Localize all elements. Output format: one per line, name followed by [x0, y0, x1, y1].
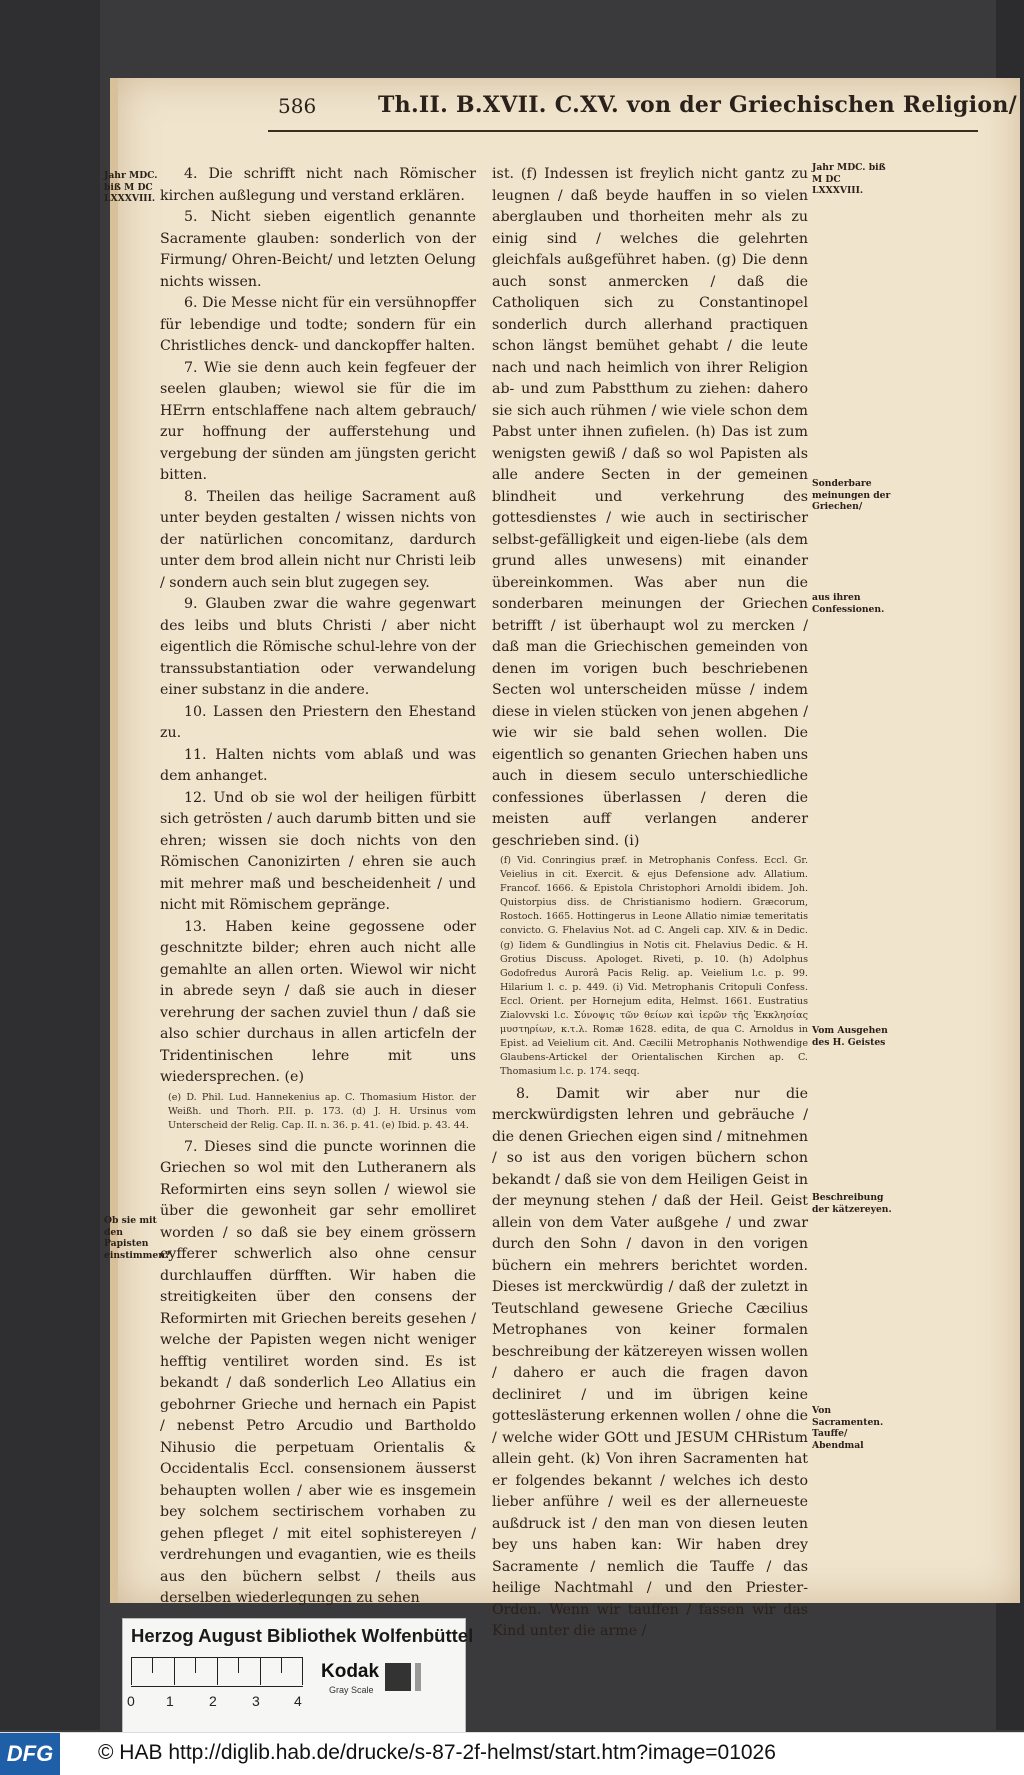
- color-target-card: [122, 1618, 474, 1742]
- paragraph: 8. Damit wir aber nur die merckwürdigsten lehren und gebräuche / die denen Griechen eigen sind / mitnehmen / so ist aus den vorigen büchern schon bekandt / daß sie von dem Heiligen Geist in der meynung stehen / daß der Heil. Geist allein von dem Vater außgehe / und zwar durch den Sohn / davon in den vorigen büchern ein mehrers berichtet worden. Dieses ist merckwürdig / daß der zuletzt in Teutschland gewesene Grieche Cæcilius Metrophanes von keiner formalen beschreibung der kätzereyen wissen wollen / dahero er auch die fragen davon decliniret / und im übrigen keine gotteslästerung erkennen wollen / ohne die / welche wider GOtt und JESUM CHRistum allein geht. (k) Von ihren Sacramenten hat er folgendes bekannt / welches ich desto lieber anführe / weil es der allerneueste außdruck ist / den man von diesen leuten bey uns haben kan: Wir haben drey Sacramente / nemlich die Tauffe / das heilige Nachtmahl / und den Priester-Orden. Wenn wir tauffen / fassen wir das Kind unter die arme /: [492, 1085, 808, 1639]
- page-header: [278, 88, 1018, 128]
- gray-scale-label: Gray Scale: [329, 1685, 374, 1695]
- dfg-logo: DFG: [0, 1733, 60, 1775]
- ruler-number: 2: [209, 1693, 217, 1709]
- paragraph: 8. Theilen das heilige Sacrament auß unter beyden gestalten / wissen nichts von der natürlichen concomitanz, dardurch unter dem brod allein nicht nur Christi leib / sondern auch sein blut zugegen sey.: [160, 488, 476, 591]
- text-column-left: [160, 164, 476, 1610]
- paragraph: 5. Nicht sieben eigentlich genannte Sacramente glauben: sonderlich von der Firmung/ Ohren-Beicht/ und letzten Oelung nichts wissen.: [160, 209, 476, 290]
- paragraph: 4. Die schrifft nicht nach Römischer kirchen außlegung und verstand erklären.: [160, 166, 476, 204]
- paragraph: 6. Die Messe nicht für ein versühnopffer für lebendige und todte; sondern für ein Christliches denck- und danckopffer halten.: [160, 295, 476, 354]
- margin-note-right: Vom Ausgehen des H. Geistes: [812, 1025, 888, 1048]
- margin-note-left: Ob sie mit den Papisten einstimmen?: [104, 1215, 171, 1261]
- ruler-tick: [131, 1657, 132, 1685]
- margin-note-right: aus ihren Confessionen.: [812, 592, 885, 615]
- ruler-tick: [302, 1657, 303, 1685]
- gray-patch: [385, 1663, 411, 1691]
- margin-note-right: Sonderbare meinungen der Griechen/: [812, 478, 891, 512]
- ruler-tick: [217, 1657, 218, 1685]
- header-rule: [268, 130, 978, 132]
- ruler-number: 4: [294, 1693, 302, 1709]
- kodak-logo: Kodak: [321, 1661, 380, 1682]
- margin-note-left: Jahr MDC. biß M DC LXXXVIII.: [104, 170, 158, 204]
- footnotes-right: (f) Vid. Conringius præf. in Metrophanis Confess. Eccl. Gr. Veielius in cit. Exercit. & ejus Defensione adv. Allatium. Francof. 1666. & Epistola Christophori Arnoldi ibidem. Joh. Quistorpius diss. de Christianismo hodiern. Græcorum, Rostoch. 1665. Hottingerus in Leone Allatio nimiæ temeritatis convicto. G. Fhelavius Not. ad C. Angeli cap. XIV. & in Dedic. (g) Iidem & Gundlingius in Notis cit. Fhelavius Dedic. & H. Grotius Discuss. Apologet. Riveti, p. 10. (h) Adolphus Godofredus Aurorâ Pacis Relig. ap. Veielium l.c. p. 99. Hilarium l. c. p. 449. (i) Vid. Metrophanis Critopuli Confess. Eccl. Orient. per Hornejum edita, Helmst. 1661. Eustratius Zialovvski l.c. Σύνοψις τῶν θείων καὶ ἱερῶν τῆς Ἐκκλησίας μυστηρίων, κ.τ.λ. Romæ 1628. edita, de qua C. Arnoldus in Epist. ad Veielium cit. And. Cæcilii Metrophanis Nothwendige Glaubens-Artickel der Orientalischen Kirchen ap. C. Thomasium l.c. p. 174. seqq.: [500, 855, 808, 1078]
- viewer-footer: [0, 1732, 1024, 1775]
- margin-note-right: Von Sacramenten. Tauffe/ Abendmal: [812, 1405, 884, 1451]
- ruler-number: 3: [252, 1693, 260, 1709]
- ruler-tick: [195, 1657, 196, 1673]
- ruler-tick: [281, 1657, 282, 1673]
- copyright-link[interactable]: © HAB http://diglib.hab.de/drucke/s-87-2f-helmst/start.htm?image=01026: [98, 1741, 776, 1764]
- page-number: 586: [278, 94, 317, 118]
- footnotes-left: (e) D. Phil. Lud. Hannekenius ap. C. Thomasium Histor. der Weißh. und Thorh. P.II. p. 173. (d) J. H. Ursinus vom Unterscheid der Relig. Cap. II. n. 36. p. 41. (e) Ibid. p. 43. 44.: [168, 1091, 476, 1131]
- running-title: Th.II. B.XVII. C.XV. von der Griechischen Religion/: [378, 92, 1018, 118]
- paragraph: ist. (f) Indessen ist freylich nicht gantz zu leugnen / daß beyde hauffen in so vielen aberglauben und thorheiten mehr als zu einig sind / welches die gelehrten gleichfals außgeführet haben. (g) Die denn auch sonst anmercken / daß die Catholiquen sich zu Constantinopel sonderlich durch allerhand practiquen schon längst bemühet gehabt / die leute nach und nach heimlich von ihrer Religion ab- und zum Pabstthum zu ziehen: dahero sie sich auch rühmen / wie viele schon dem Pabst unter ihnen zufielen. (h) Das ist zum wenigsten gewiß / daß so wol Papisten als alle andere Secten in der gemeinen blindheit und verkehrung des gottesdienstes / wie auch in sectirischer selbst-gefälligkeit und eigen-liebe (als dem grund alles unwesens) mit einander übereinkommen. Was aber nun die sonderbaren meinungen der Griechen betrifft / ist überhaupt wol zu mercken / daß man die Griechischen gemeinden von denen im vorigen buch beschriebenen Secten wol unterscheiden müsse / indem diese in vielen stücken von jenen abgehen / wie wir sie bald sehen wollen. Die eigentlich so genanten Griechen haben uns auch in diesem seculo unterschiedliche confessiones überlassen / deren die meisten auff verlangen anderer geschrieben sind. (i): [492, 166, 808, 849]
- ruler-number: 0: [127, 1693, 135, 1709]
- ruler-number: 1: [166, 1693, 174, 1709]
- ruler-tick: [174, 1657, 175, 1685]
- scan-background-left: [0, 0, 100, 1730]
- paragraph: 10. Lassen den Priestern den Ehestand zu.: [160, 703, 476, 741]
- paragraph: 12. Und ob sie wol der heiligen fürbitt sich getrösten / auch darumb bitten und sie ehren; wissen sie doch nichts von den Römischen Canonizirten / ehren sie auch mit mehrer maß und bescheidenheit / und nicht mit Römischem gepränge.: [160, 789, 476, 913]
- ruler-tick: [238, 1657, 239, 1673]
- ruler-tick: [152, 1657, 153, 1673]
- gray-patch: [415, 1663, 421, 1691]
- library-name: Herzog August Bibliothek Wolfenbüttel: [131, 1625, 474, 1646]
- ruler-scale: [131, 1657, 303, 1693]
- margin-note-right: Jahr MDC. biß M DC LXXXVIII.: [812, 162, 886, 196]
- text-column-right: [492, 164, 808, 1643]
- ruler-tick: [260, 1657, 261, 1685]
- paragraph: 13. Haben keine gegossene oder geschnitzte bilder; ehren auch nicht alle gemahlte an allen orten. Wiewol wir nicht in abrede seyn / daß sie auch in dieser verehrung der sachen zuviel thun / daß sie also schier durchaus in allen articfeln der Tridentinischen lehre mit uns wiedersprechen. (e): [160, 918, 476, 1085]
- margin-note-right: Beschreibung der kätzereyen.: [812, 1192, 892, 1215]
- paragraph: 9. Glauben zwar die wahre gegenwart des leibs und bluts Christi / aber nicht eigentlich die Römische schul-lehre von der transsubstantiation oder verwandelung einer substanz in die andere.: [160, 596, 476, 698]
- paragraph: 7. Wie sie denn auch kein fegfeuer der seelen glauben; wiewol sie für die im HErrn entschlaffene nach altem gebrauch/ zur hoffnung der aufferstehung und vergebung der sünden am jüngsten gericht bitten.: [160, 359, 476, 483]
- paragraph: 7. Dieses sind die puncte worinnen die Griechen so wol mit den Lutheranern als Reformirten eins seyn sollen / wiewol sie über die gewonheit gar sehr emolliret worden / so daß sie bey einem grössern eyfferer schwerlich also ohne censur durchlauffen dürfften. Wir haben die streitigkeiten über den consens der Reformirten mit Griechen bereits gesehen / welche der Papisten wegen nicht weniger hefftig ventiliret worden sind. Es ist bekandt / daß sonderlich Leo Allatius ein gebohrner Grieche und hernach ein Papist / nebenst Petro Arcudio und Bartholdo Nihusio die perpetuam Orientalis & Occidentalis Eccl. consensionem äusserst behaupten wollen / aber wie es insgemein bey solchem sectirischem vorhaben zu gehen pfleget / mit eitel sophistereyen / verdrehungen und evagantien, wie es theils aus den büchern selbst / theils aus derselben wiederlegungen zu sehen: [160, 1138, 476, 1607]
- paragraph: 11. Halten nichts vom ablaß und was dem anhanget.: [160, 746, 476, 784]
